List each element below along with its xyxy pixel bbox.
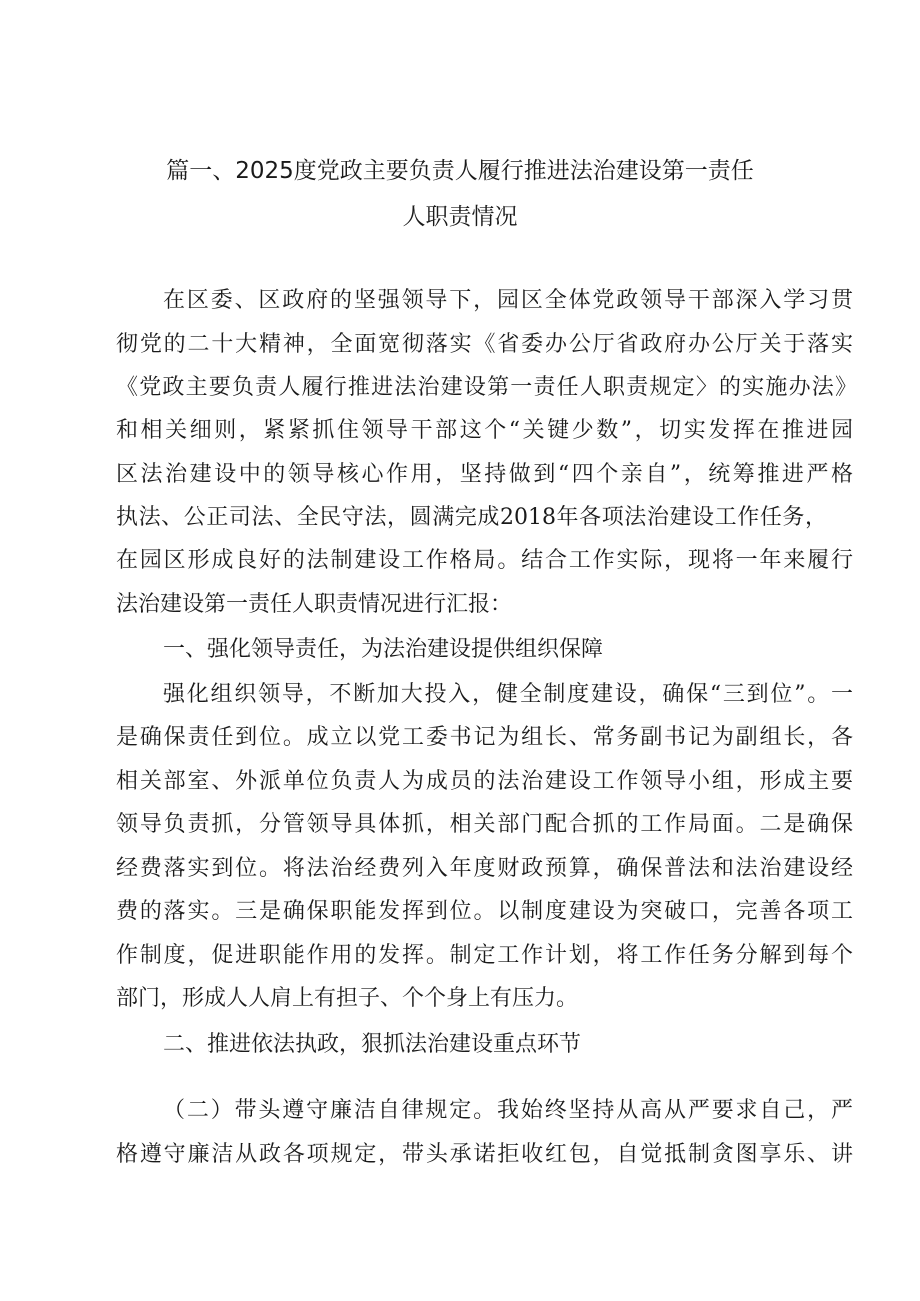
document-title-line-1: 篇一、2025度党政主要负责人履行推进法治建设第一责任 xyxy=(166,158,754,184)
section-2-paragraph-line: 格遵守廉洁从政各项规定，带头承诺拒收红包，自觉抵制贪图享乐、讲 xyxy=(116,1142,853,1167)
intro-paragraph-line: 《党政主要负责人履行推进法治建设第一责任人职责规定〉的实施办法》 xyxy=(116,375,857,400)
intro-paragraph-line: 在园区形成良好的法制建设工作格局。结合工作实际，现将一年来履行 xyxy=(116,548,853,573)
intro-paragraph-line: 彻党的二十大精神，全面宽彻落实《省委办公厅省政府办公厅关于落实 xyxy=(116,332,853,357)
intro-paragraph-line: 在区委、区政府的坚强领导下，园区全体党政领导干部深入学习贯 xyxy=(163,288,853,313)
intro-paragraph-line: 法治建设第一责任人职责情况进行汇报： xyxy=(116,592,513,617)
intro-paragraph-line: 区法治建设中的领导核心作用，坚持做到“四个亲自”，统筹推进严格 xyxy=(116,462,853,487)
section-1-paragraph-line: 费的落实。三是确保职能发挥到位。以制度建设为突破口，完善各项工 xyxy=(116,899,853,924)
section-2-paragraph-line: （二）带头遵守廉洁自律规定。我始终坚持从高从严要求自己，严 xyxy=(163,1098,853,1123)
intro-paragraph-line: 和相关细则，紧紧抓住领导干部这个“关键少数”，切实发挥在推进园 xyxy=(116,418,853,443)
section-1-paragraph-line: 领导负责抓，分管领导具体抓，相关部门配合抓的工作局面。二是确保 xyxy=(116,812,853,837)
section-1-paragraph-line: 相关部室、外派单位负责人为成员的法治建设工作领导小组，形成主要 xyxy=(116,769,853,794)
section-1-paragraph-line: 是确保责任到位。成立以党工委书记为组长、常务副书记为副组长，各 xyxy=(116,725,853,750)
section-heading-1: 一、强化领导责任，为法治建设提供组织保障 xyxy=(163,637,604,662)
section-1-paragraph-line: 作制度，促进职能作用的发挥。制定工作计划，将工作任务分解到每个 xyxy=(116,943,853,968)
section-1-paragraph-line: 部门，形成人人肩上有担子、个个身上有压力。 xyxy=(116,986,579,1011)
document-title-line-2: 人职责情况 xyxy=(402,204,518,230)
section-heading-2: 二、推进依法执政，狠抓法治建设重点环节 xyxy=(163,1032,582,1057)
intro-paragraph-line: 执法、公正司法、全民守法，圆满完成2018年各项法治建设工作任务， xyxy=(116,505,827,530)
section-1-paragraph-line: 强化组织领导，不断加大投入，健全制度建设，确保“三到位”。一 xyxy=(163,682,853,707)
section-1-paragraph-line: 经费落实到位。将法治经费列入年度财政预算，确保普法和法治建设经 xyxy=(116,856,853,881)
